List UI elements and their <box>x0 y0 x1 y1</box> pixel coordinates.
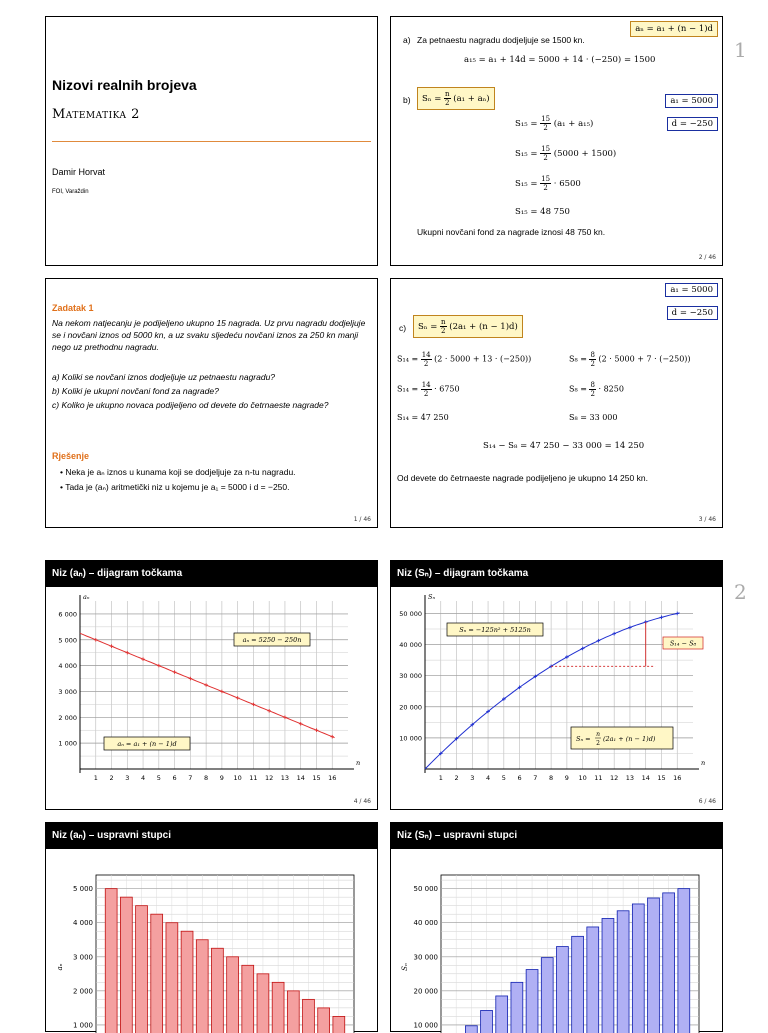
data-point <box>220 690 224 694</box>
slide-task <box>45 278 378 528</box>
y-tick-label: 3 000 <box>58 687 77 696</box>
part-b-label: b) <box>403 95 411 105</box>
y-tick-label: 2 000 <box>58 713 77 722</box>
sheet-number-1: 1 <box>734 38 747 62</box>
s8-step-1-rhs: (2 · 5000 + 7 · (−250)) <box>598 354 691 364</box>
x-tick-label: 12 <box>610 774 619 782</box>
s15-step-3 <box>515 175 581 192</box>
s14-step-2 <box>397 381 460 398</box>
page-number: 4 / 46 <box>353 798 371 805</box>
s14-step-1-lhs: S₁₄ = <box>397 354 419 364</box>
y-tick-label: 5 000 <box>58 636 77 645</box>
quadratic-formula-note: Sₙ = −125n² + 5125n <box>459 626 531 634</box>
x-tick-label: 12 <box>265 774 274 782</box>
page-number: 6 / 46 <box>698 798 716 805</box>
data-point <box>204 683 208 687</box>
x-axis-label: n <box>356 759 361 767</box>
bar <box>272 982 284 1033</box>
s14-step-2-den: 2 <box>423 390 429 398</box>
y-axis-label: aₙ <box>83 593 90 601</box>
x-tick-label: 4 <box>485 774 491 782</box>
sum-formula-fraction <box>444 90 451 107</box>
bar <box>572 936 584 1033</box>
y-tick-label: 10 000 <box>413 1021 438 1030</box>
plot-frame <box>441 875 699 1033</box>
y-axis-label: aₙ <box>56 963 64 971</box>
bar <box>632 904 644 1033</box>
y-tick-label: 1 000 <box>72 1021 93 1030</box>
data-point <box>141 657 145 661</box>
x-tick-label: 15 <box>657 774 666 782</box>
slide-solution-ab <box>390 16 723 266</box>
y-tick-label: 5 000 <box>72 885 93 894</box>
fit-curve <box>80 633 335 737</box>
bar <box>556 947 568 1033</box>
bar <box>120 897 132 1033</box>
an-scatter-chart <box>46 587 379 797</box>
y-tick-label: 20 000 <box>399 703 422 712</box>
x-tick-label: 14 <box>641 774 650 782</box>
data-point <box>189 677 193 681</box>
sheet-number-2: 2 <box>734 580 747 604</box>
bar <box>257 974 269 1033</box>
bar <box>303 999 315 1033</box>
s8-step-1-num: 8 <box>590 351 595 359</box>
s14-step-2-rhs: · 6750 <box>434 384 460 394</box>
data-point <box>628 626 632 630</box>
explicit-formula-note: aₙ = 5250 − 250n <box>242 636 302 644</box>
part-b-conclusion: Ukupni novčani fond za nagrade iznosi 48 750 kn. <box>417 227 606 237</box>
data-point <box>675 612 679 616</box>
page-number: 1 / 46 <box>353 516 371 523</box>
y-tick-label: 2 000 <box>72 987 93 996</box>
bar <box>511 982 523 1033</box>
x-tick-label: 3 <box>125 774 130 782</box>
task-text: Na nekom natjecanju je podijeljeno ukupno 15 nagrada. Uz prvu nagradu dodjeljuje se i novčani iznos od 5000 kn, a uz svaku sljedeću novčani iznos za 250 kn manji nego uz prethodnu nagradu. <box>52 318 366 352</box>
s14-step-1-fraction <box>421 351 432 368</box>
s15-step-1-rhs: (a₁ + a₁₅) <box>553 119 594 129</box>
author-name: Damir Horvat <box>52 167 106 177</box>
x-tick-label: 15 <box>312 774 321 782</box>
s15-step-3-num: 15 <box>541 175 551 183</box>
page-number: 3 / 46 <box>698 516 716 523</box>
x-tick-label: 8 <box>549 774 554 782</box>
s15-step-2 <box>515 145 616 162</box>
s14-step-1-num: 14 <box>421 351 431 359</box>
sum-formula-rhs: (a₁ + aₙ) <box>453 94 490 104</box>
y-tick-label: 30 000 <box>399 672 422 681</box>
sum-formula-2-num: n <box>441 318 446 326</box>
x-tick-label: 11 <box>594 774 603 782</box>
given-a1-box: a₁ = 5000 <box>665 283 718 297</box>
x-tick-label: 13 <box>280 774 290 782</box>
bar <box>136 906 148 1033</box>
slide-sn-scatter <box>390 560 723 810</box>
y-tick-label: 1 000 <box>58 739 77 748</box>
x-tick-label: 8 <box>204 774 209 782</box>
slide-header: Niz (aₙ) – uspravni stupci <box>46 823 377 849</box>
s15-step-3-den: 2 <box>543 184 548 192</box>
bar <box>678 889 690 1033</box>
solution-bullet-1-text: Neka je aₙ iznos u kunama koji se dodjeljuje za n-tu nagradu. <box>65 467 296 477</box>
slide-sn-bars <box>390 822 723 1032</box>
part-a-label: a) <box>403 35 411 45</box>
x-axis-label: n <box>701 759 706 767</box>
general-term-formula-box: aₙ = a₁ + (n − 1)d <box>630 21 718 37</box>
s15-step-2-fraction <box>540 145 551 162</box>
sum-formula-note-num: n <box>596 731 600 738</box>
s8-step-2-den: 2 <box>590 390 595 398</box>
s15-step-1-lhs: S₁₅ = <box>515 119 538 129</box>
an-bar-chart <box>46 849 379 1033</box>
s8-step-2-rhs: · 8250 <box>598 384 624 394</box>
bar <box>496 996 508 1033</box>
s8-step-2-lhs: S₈ = <box>569 384 587 394</box>
given-a1-box: a₁ = 5000 <box>665 94 718 108</box>
s14-step-2-num: 14 <box>421 381 431 389</box>
s14-step-1-rhs: (2 · 5000 + 13 · (−250)) <box>434 354 532 364</box>
data-point <box>283 716 287 720</box>
s8-step-2-num: 8 <box>590 381 595 389</box>
y-tick-label: 50 000 <box>413 885 438 894</box>
s8-step-1-den: 2 <box>590 360 595 368</box>
sn-scatter-chart <box>391 587 724 797</box>
s15-step-1-den: 2 <box>543 124 548 132</box>
x-tick-label: 16 <box>673 774 682 782</box>
bar <box>602 918 614 1033</box>
sum-formula-note-rhs: (2a₁ + (n − 1)d) <box>603 735 656 743</box>
s15-step-1-num: 15 <box>541 115 551 123</box>
x-tick-label: 2 <box>454 774 459 782</box>
x-tick-label: 1 <box>438 774 443 782</box>
s15-step-1-fraction <box>540 115 551 132</box>
sum-formula-2-lhs: Sₙ = <box>418 322 438 332</box>
y-tick-label: 4 000 <box>58 662 77 671</box>
x-tick-label: 5 <box>156 774 161 782</box>
bar <box>481 1010 493 1033</box>
x-tick-label: 1 <box>93 774 98 782</box>
solution-bullet-2: • Tada je (aₙ) aritmetički niz u kojemu je a₁ = 5000 i d = −250. <box>60 482 290 492</box>
sum-formula-2-rhs: (2a₁ + (n − 1)d) <box>449 322 518 332</box>
slide-header: Niz (aₙ) – dijagram točkama <box>46 561 377 587</box>
data-point <box>173 670 177 674</box>
part-a-formula: a₁₅ = a₁ + 14d = 5000 + 14 · (−250) = 1500 <box>464 55 656 65</box>
s8-result: S₈ = 33 000 <box>569 413 618 422</box>
difference-formula: S₁₄ − S₈ = 47 250 − 33 000 = 14 250 <box>483 441 645 451</box>
x-tick-label: 10 <box>578 774 587 782</box>
x-tick-label: 13 <box>625 774 635 782</box>
s8-step-1 <box>569 351 691 368</box>
slide-header: Niz (Sₙ) – uspravni stupci <box>391 823 722 849</box>
data-point <box>299 722 303 726</box>
title-divider <box>52 141 371 142</box>
bar <box>287 991 299 1033</box>
data-point <box>157 664 161 668</box>
bar <box>465 1026 477 1033</box>
bar <box>587 927 599 1033</box>
bar <box>617 911 629 1033</box>
s8-step-1-lhs: S₈ = <box>569 354 587 364</box>
part-c-label: c) <box>399 323 407 333</box>
data-point <box>315 728 319 732</box>
s15-step-2-lhs: S₁₅ = <box>515 149 538 159</box>
bar <box>166 923 178 1033</box>
x-tick-label: 2 <box>109 774 114 782</box>
data-point <box>660 616 664 620</box>
x-tick-label: 11 <box>249 774 258 782</box>
bar <box>151 914 163 1033</box>
x-tick-label: 14 <box>296 774 305 782</box>
s14-step-2-fraction <box>421 381 432 398</box>
solution-bullet-1: • Neka je aₙ iznos u kunama koji se dodjeljuje za n-tu nagradu. <box>60 467 296 477</box>
y-tick-label: 3 000 <box>72 953 93 962</box>
x-tick-label: 9 <box>564 774 569 782</box>
sum-formula-2-fraction <box>440 318 447 335</box>
y-tick-label: 20 000 <box>413 987 438 996</box>
y-tick-label: 6 000 <box>58 610 77 619</box>
s8-step-1-fraction <box>589 351 595 368</box>
bar <box>211 948 223 1033</box>
x-tick-label: 9 <box>219 774 224 782</box>
task-question-c: c) Koliko je ukupno novaca podijeljeno od devete do četrnaeste nagrade? <box>52 400 329 410</box>
x-tick-label: 6 <box>517 774 522 782</box>
data-point <box>236 696 240 700</box>
bar <box>227 957 239 1033</box>
s8-step-2-fraction <box>589 381 595 398</box>
data-point <box>110 644 114 648</box>
x-tick-label: 3 <box>470 774 475 782</box>
x-tick-label: 7 <box>533 774 538 782</box>
sn-bar-chart <box>391 849 724 1033</box>
bar <box>648 898 660 1033</box>
s14-step-1 <box>397 351 531 368</box>
sum-formula-box <box>417 87 495 110</box>
sum-formula-2-den: 2 <box>441 327 446 335</box>
y-tick-label: 30 000 <box>413 953 438 962</box>
bar <box>181 931 193 1033</box>
part-a-text: Za petnaestu nagradu dodjeljuje se 1500 kn. <box>417 35 585 45</box>
bar <box>663 893 675 1033</box>
data-point <box>94 638 98 642</box>
sum-formula-den: 2 <box>445 99 450 107</box>
sum-formula-lhs: Sₙ = <box>422 94 442 104</box>
data-point <box>267 709 271 713</box>
slide-an-scatter <box>45 560 378 810</box>
s15-step-3-fraction <box>540 175 551 192</box>
data-point <box>597 639 601 643</box>
y-axis-label: Sₙ <box>401 963 409 971</box>
s14-step-2-lhs: S₁₄ = <box>397 384 419 394</box>
task-questions <box>52 371 372 413</box>
sum-formula-box-2 <box>413 315 523 338</box>
data-point <box>252 703 256 707</box>
difference-note: S₁₄ − S₈ <box>669 639 697 648</box>
plot-frame <box>96 875 354 1033</box>
bar <box>318 1008 330 1033</box>
x-tick-label: 16 <box>328 774 337 782</box>
s15-step-2-num: 15 <box>541 145 551 153</box>
data-point <box>125 651 129 655</box>
presentation-title: Nizovi realnih brojeva <box>52 77 197 93</box>
solution-title: Rješenje <box>52 451 90 461</box>
sum-formula-note-lhs: Sₙ = <box>576 735 591 743</box>
bar <box>526 970 538 1033</box>
slide-an-bars <box>45 822 378 1032</box>
bar <box>196 940 208 1033</box>
page-number: 2 / 46 <box>698 254 716 261</box>
y-tick-label: 40 000 <box>413 919 438 928</box>
s14-step-1-den: 2 <box>423 360 429 368</box>
sum-formula-note-den: 2 <box>596 740 600 747</box>
data-point <box>330 735 334 739</box>
y-tick-label: 40 000 <box>399 641 422 650</box>
s8-step-2 <box>569 381 624 398</box>
x-tick-label: 7 <box>188 774 193 782</box>
general-formula-note: aₙ = a₁ + (n − 1)d <box>117 740 177 748</box>
sum-formula-num: n <box>445 90 450 98</box>
s15-step-1 <box>515 115 593 132</box>
x-tick-label: 5 <box>501 774 506 782</box>
s15-result: S₁₅ = 48 750 <box>515 207 570 217</box>
bar <box>541 958 553 1033</box>
s15-step-3-rhs: · 6500 <box>553 179 581 189</box>
presentation-subtitle: Matematika 2 <box>52 107 140 122</box>
s15-step-2-den: 2 <box>543 154 548 162</box>
x-tick-label: 4 <box>140 774 146 782</box>
y-tick-label: 10 000 <box>399 734 422 743</box>
solution-bullets <box>60 465 370 495</box>
task-title: Zadatak 1 <box>52 303 94 313</box>
bar <box>105 889 117 1033</box>
given-d-box: d = −250 <box>667 306 718 320</box>
bar <box>333 1016 345 1033</box>
solution-bullet-2-text: Tada je (aₙ) aritmetički niz u kojemu je a₁ = 5000 i d = −250. <box>65 482 290 492</box>
institution: FOI, Varaždin <box>52 189 89 195</box>
part-c-conclusion: Od devete do četrnaeste nagrade podijeljeno je ukupno 14 250 kn. <box>397 473 648 483</box>
x-tick-label: 10 <box>233 774 242 782</box>
y-tick-label: 50 000 <box>399 609 422 618</box>
y-axis-label: Sₙ <box>428 593 436 601</box>
given-d-box: d = −250 <box>667 117 718 131</box>
x-tick-label: 6 <box>172 774 177 782</box>
data-point <box>581 647 585 651</box>
data-point <box>612 632 616 636</box>
slide-solution-c <box>390 278 723 528</box>
y-tick-label: 4 000 <box>72 919 93 928</box>
title-slide <box>45 16 378 266</box>
s15-step-2-rhs: (5000 + 1500) <box>553 149 617 159</box>
task-question-a: a) Koliki se novčani iznos dodjeljuje uz petnaestu nagradu? <box>52 372 276 382</box>
s14-result: S₁₄ = 47 250 <box>397 413 449 422</box>
task-question-b: b) Koliki je ukupni novčani fond za nagrade? <box>52 386 219 396</box>
s15-step-3-lhs: S₁₅ = <box>515 179 538 189</box>
slide-header: Niz (Sₙ) – dijagram točkama <box>391 561 722 587</box>
bar <box>242 965 254 1033</box>
